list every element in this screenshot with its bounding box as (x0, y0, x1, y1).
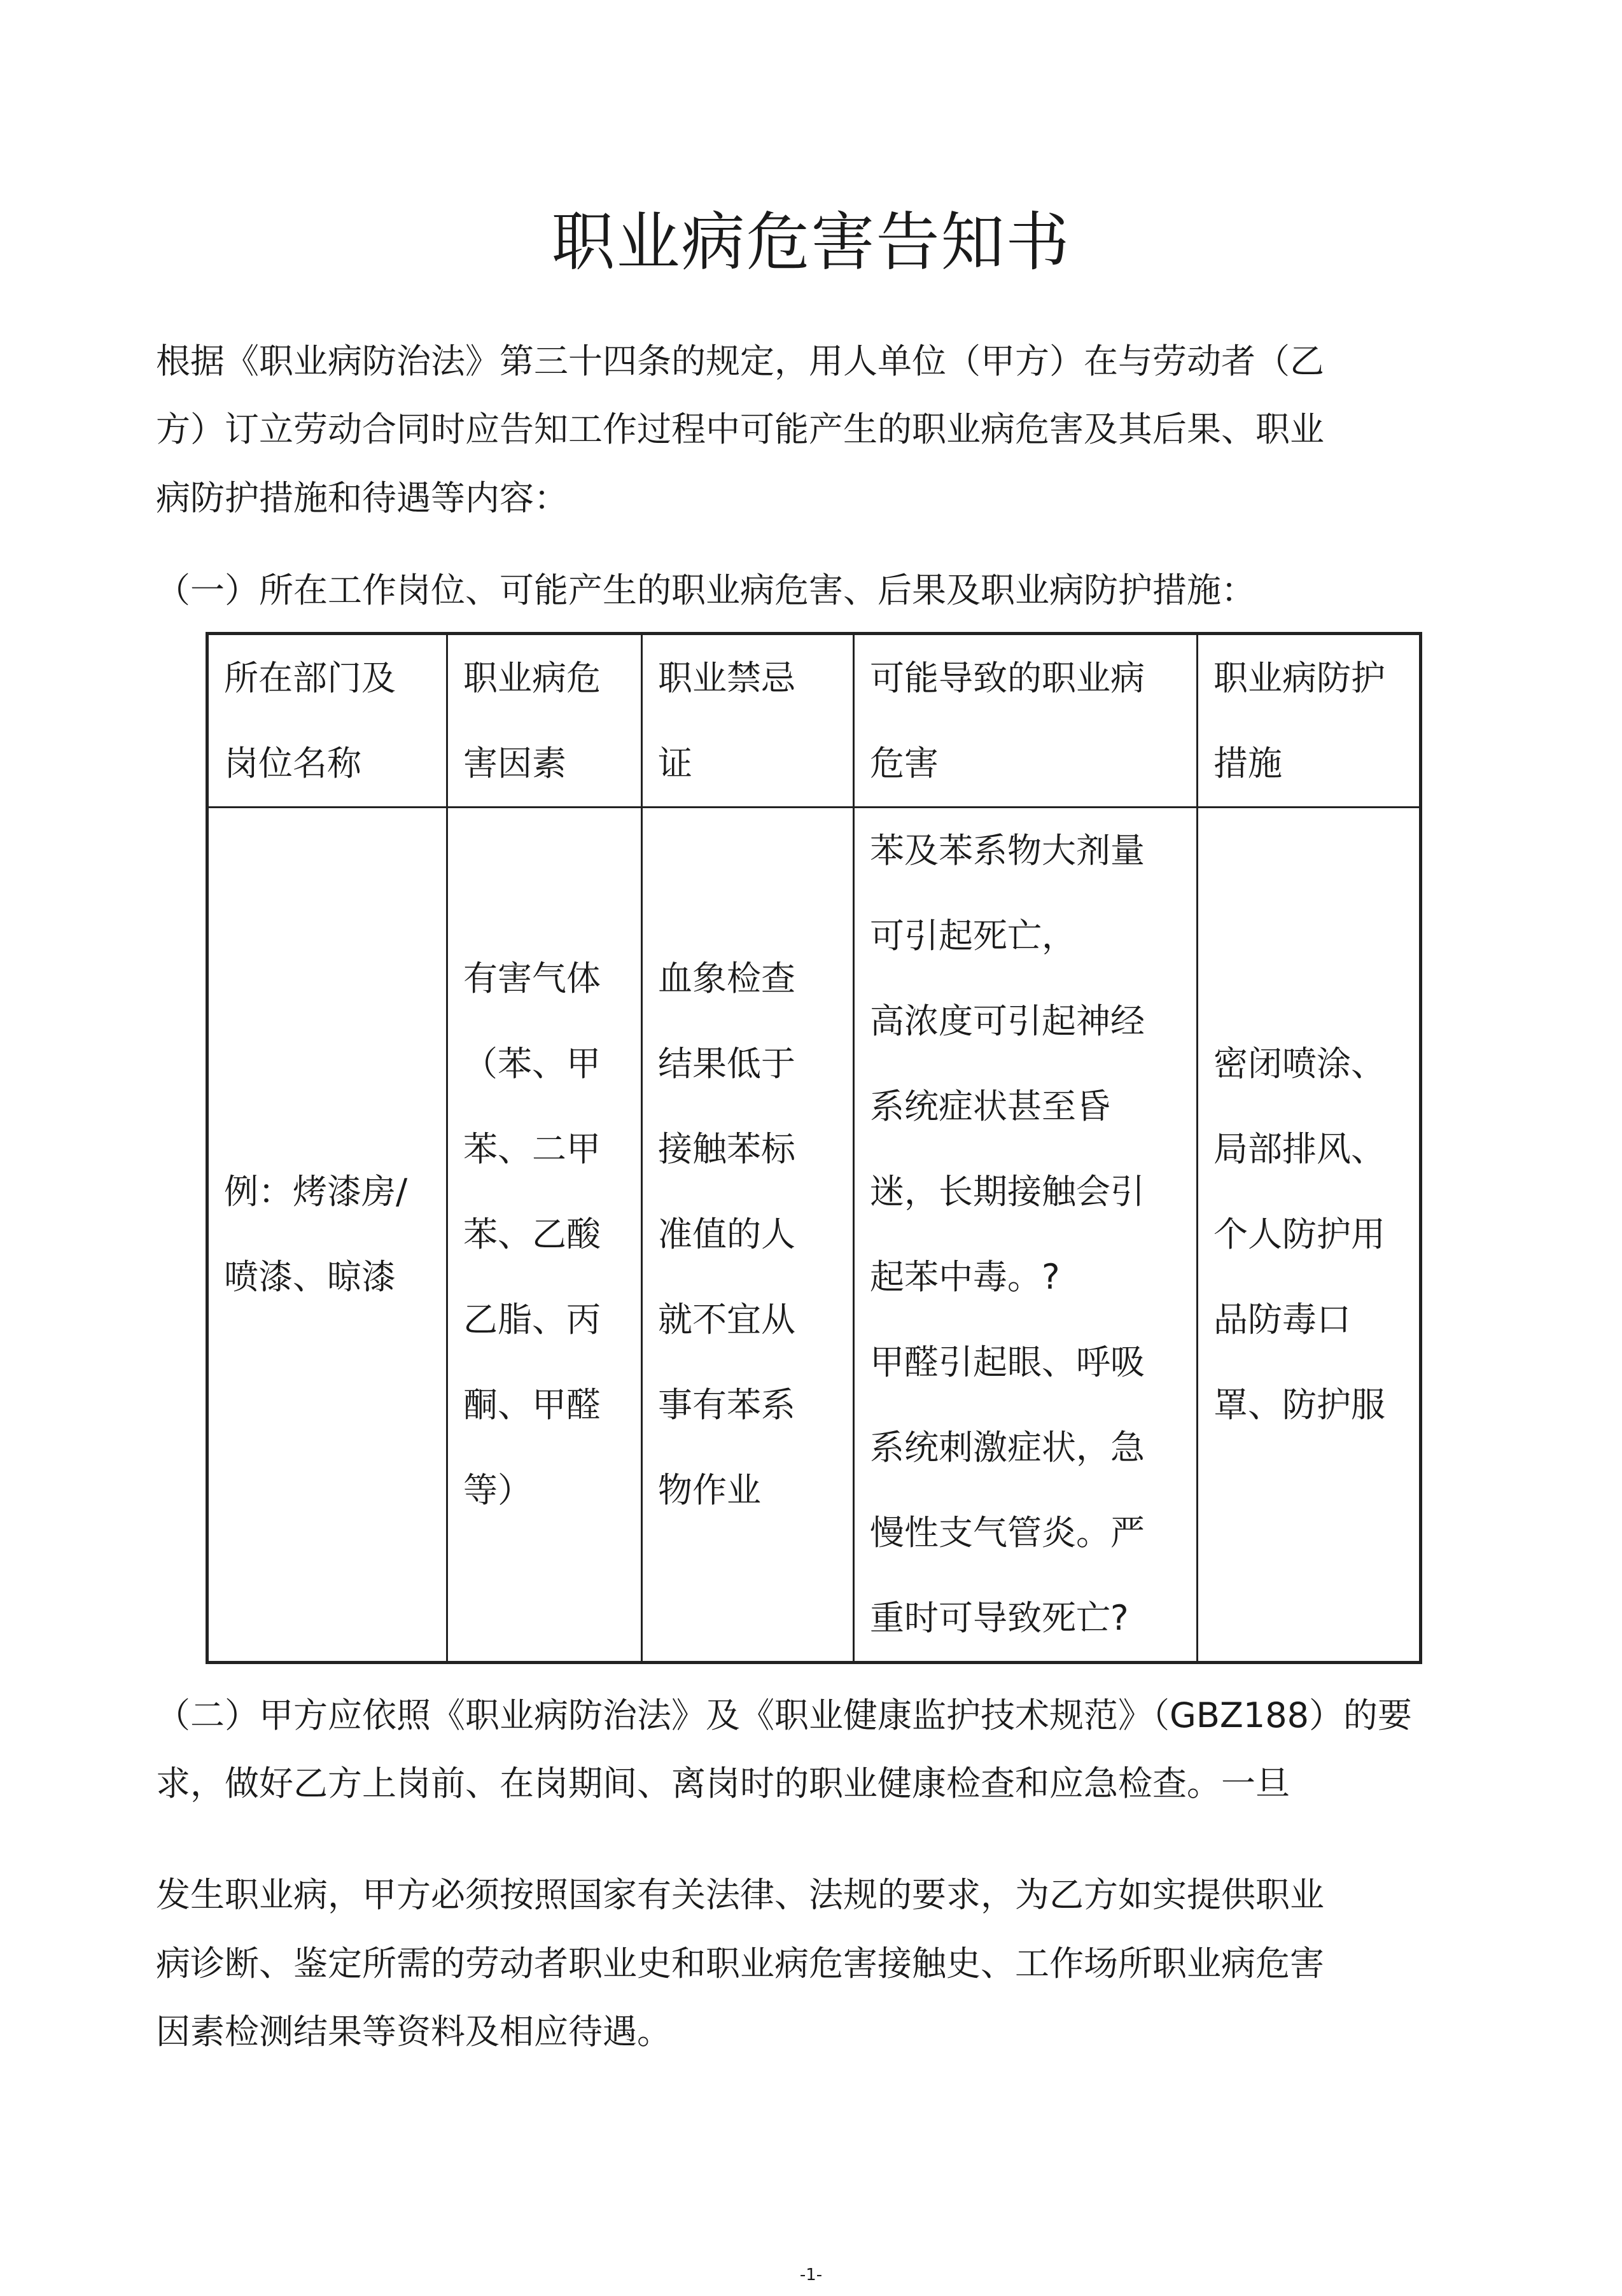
cell-contraindication: 血象检查 结果低于 接触苯标 准值的人 就不宜从 事有苯系 物作业 (642, 808, 854, 1663)
header-contraindication: 职业禁忌 证 (642, 634, 854, 808)
header-dept: 所在部门及 岗位名称 (207, 634, 447, 808)
table-header-row (207, 634, 1421, 808)
section-3-line-1: 发生职业病，甲方必须按照国家有关法律、法规的要求，为乙方如实提供职业 (156, 1875, 1324, 1915)
page-number: -1- (799, 2265, 823, 2285)
header-hazard-factor: 职业病危 害因素 (447, 634, 642, 808)
table-row (207, 808, 1421, 1663)
section-1-heading: （一）所在工作岗位、可能产生的职业病危害、后果及职业病防护措施： (156, 570, 1255, 610)
header-protection: 职业病防护 措施 (1198, 634, 1421, 808)
cell-hazard-factor: 有害气体 （苯、甲 苯、二甲 苯、乙酸 乙脂、丙 酮、甲醛 等） (447, 808, 642, 1663)
hazard-table (206, 632, 1422, 1664)
cell-dept: 例：烤漆房/ 喷漆、晾漆 (207, 808, 447, 1663)
header-possible-harm: 可能导致的职业病 危害 (854, 634, 1198, 808)
section-2-line-2: 求，做好乙方上岗前、在岗期间、离岗时的职业健康检查和应急检查。一旦 (156, 1763, 1290, 1803)
cell-protection: 密闭喷涂、 局部排风、 个人防护用 品防毒口 罩、防护服 (1198, 808, 1421, 1663)
section-3-line-2: 病诊断、鉴定所需的劳动者职业史和职业病危害接触史、工作场所职业病危害 (156, 1943, 1324, 1984)
intro-line-3: 病防护措施和待遇等内容： (156, 478, 568, 518)
intro-line-1: 根据《职业病防治法》第三十四条的规定，用人单位（甲方）在与劳动者（乙 (156, 341, 1324, 381)
intro-line-2: 方）订立劳动合同时应告知工作过程中可能产生的职业病危害及其后果、职业 (156, 409, 1324, 449)
document-title: 职业病危害告知书 (551, 205, 1071, 279)
cell-possible-harm: 苯及苯系物大剂量 可引起死亡， 高浓度可引起神经 系统症状甚至昏 迷，长期接触会引 起苯中毒。? 甲醛引起眼、呼吸 系统刺激症状，急 慢性支气管炎。严 重时可导致死亡? (854, 808, 1198, 1663)
section-3-line-3: 因素检测结果等资料及相应待遇。 (156, 2012, 671, 2052)
section-2-line-1: （二）甲方应依照《职业病防治法》及《职业健康监护技术规范》（GBZ188）的要 (156, 1695, 1412, 1735)
